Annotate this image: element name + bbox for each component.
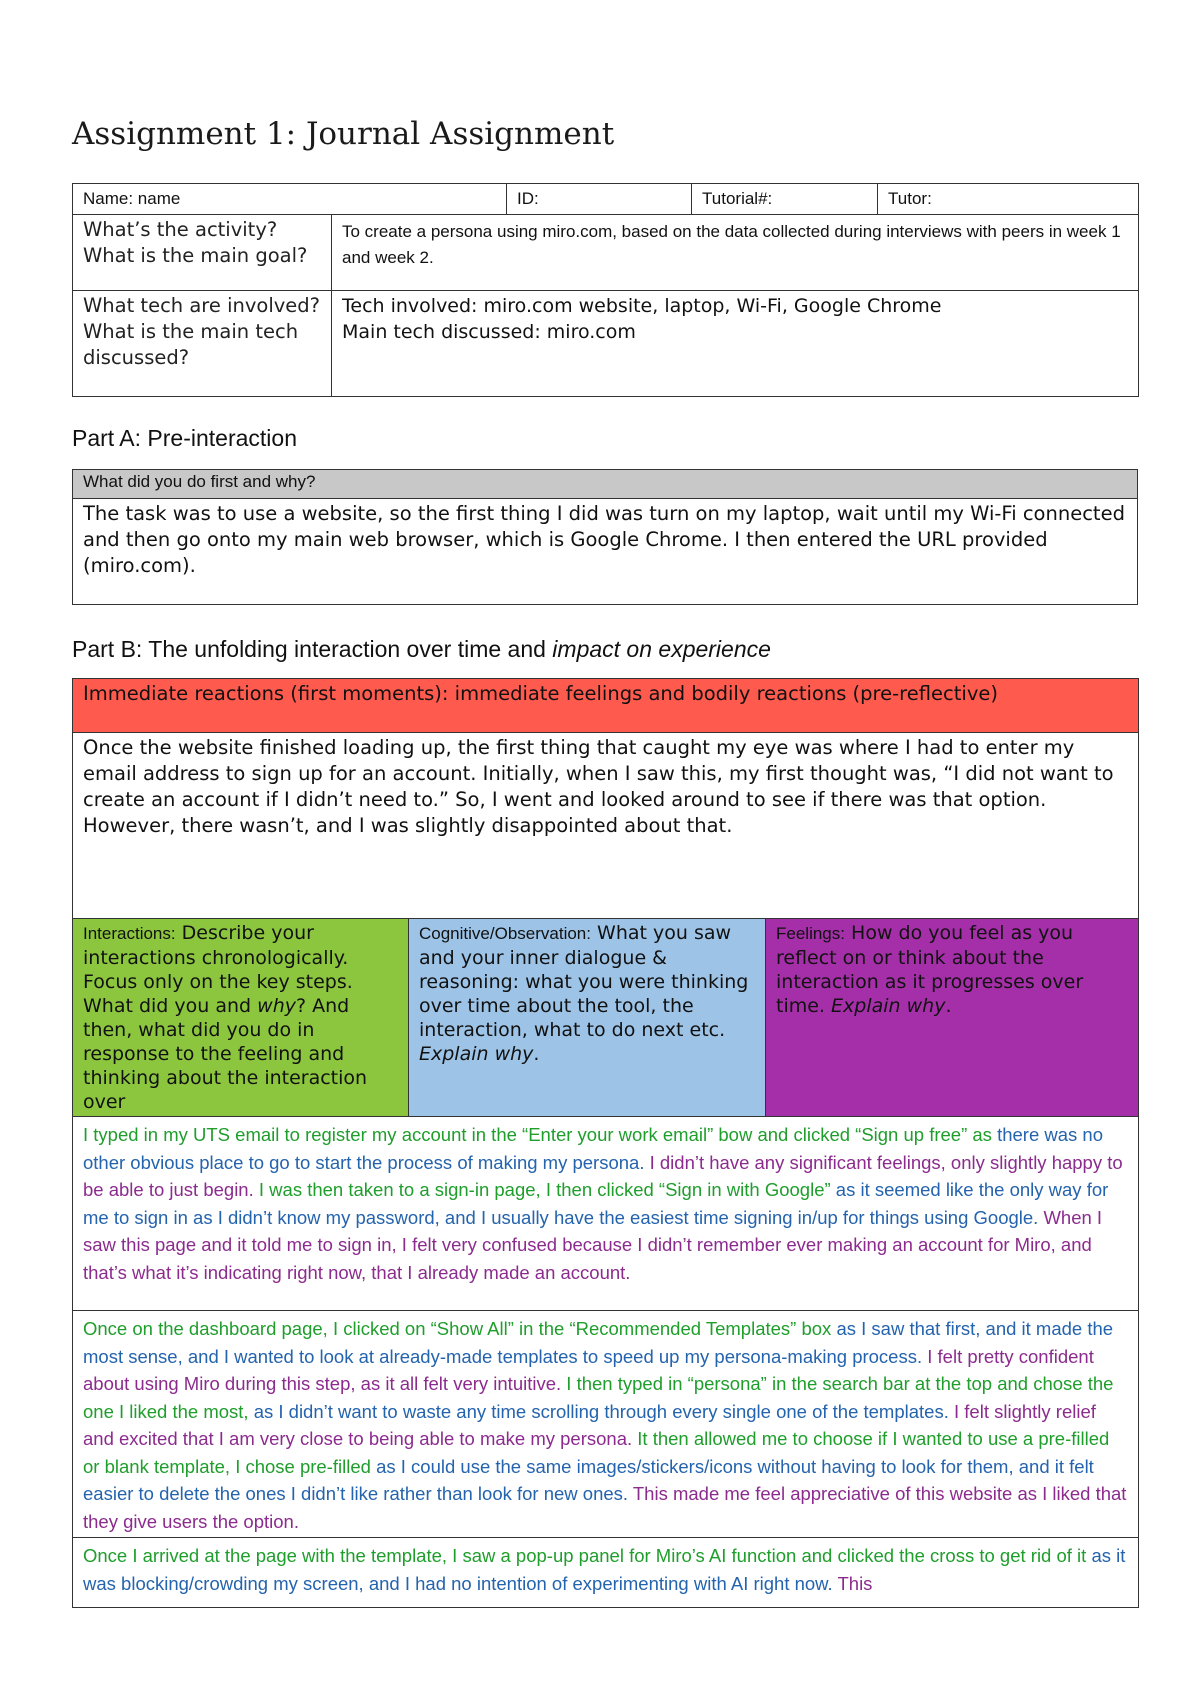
tutor-cell: Tutor: (878, 184, 1139, 215)
tech-involved: Tech involved: miro.com website, laptop, Wi-Fi, Google Chrome (342, 295, 942, 317)
activity-value: To create a persona using miro.com, based on the data collected during interviews with peers in week 1 and week 2. (332, 215, 1139, 291)
col2-head: Cognitive/Observation: (419, 924, 591, 943)
info-table (72, 183, 1139, 397)
entry2-segment-green: I then typed in “persona” in the search bar at the top and chose the one I liked the most, (83, 1373, 1114, 1422)
col2-em: Explain why (419, 1043, 534, 1065)
entry3-segment-green: Once I arrived at the page with the template, I saw a pop-up panel for Miro’s AI function and clicked the cross to get rid of it (83, 1545, 1092, 1566)
journal-entry-2 (73, 1311, 1139, 1538)
col3-em: Explain why (831, 995, 946, 1017)
col2-text: What you saw and your inner dialogue & reasoning: what you were thinking over time about the tool, the interaction, what to do next etc. (419, 922, 749, 1041)
part-a-table (72, 469, 1138, 605)
col1-text2: ? And then, what did you do in response to the feeling and thinking about the interaction over (83, 995, 368, 1113)
col1-em: why (257, 995, 296, 1017)
part-a-heading: Part A: Pre-interaction (72, 425, 297, 451)
part-b-heading (72, 636, 771, 663)
entry2-segment-purple: This made me feel appreciative of this website as I liked that they give users the option. (83, 1483, 1127, 1532)
name-cell: Name: name (73, 184, 507, 215)
col3-head: Feelings: (776, 924, 845, 943)
entry1-segment-purple: When I saw this page and it told me to sign in, I felt very confused because I didn’t remember ever making an account for Miro, and that’s what it’s indicating right now, that I already made an account. (83, 1206, 1103, 1283)
journal-entry-1 (73, 1117, 1139, 1311)
entry3-segment-blue: as it was blocking/crowding my screen, and I had no intention of experimenting with AI right now. (83, 1545, 1126, 1594)
entry2-segment-green: It then allowed me to choose if I wanted to use a pre-filled or blank template, I chose pre-filled (83, 1428, 1110, 1477)
entry2-segment-blue: as I could use the same images/stickers/icons without having to look for them, and it felt easier to delete the ones I didn’t like rather than look for new ones. (83, 1455, 1094, 1504)
immediate-reactions-text: Once the website finished loading up, the first thing that caught my eye was where I had to enter my email address to sign up for an account. Initially, when I saw this, my first thought was, “I did not want to create an account if I didn’t need to.” So, I went and looked around to see if there was that option. However, there wasn’t, and I was slightly disappointed about that. (73, 733, 1139, 919)
entry2-segment-blue: as I didn’t want to waste any time scrolling through every single one of the templates. (253, 1400, 954, 1422)
part-a-answer: The task was to use a website, so the first thing I did was turn on my laptop, wait until my Wi-Fi connected and then go onto my main web browser, which is Google Chrome. I then entered the URL provided (miro.com). (73, 499, 1138, 605)
journal-entry-3 (73, 1538, 1139, 1608)
part-b-heading-text: Part B: The unfolding interaction over time and (72, 636, 546, 662)
feelings-column-header: Feelings: How do you feel as you reflect on or think about the interaction as it progresses over time. Explain why. (766, 919, 1139, 1117)
entry3-segment-purple: This (837, 1572, 873, 1594)
cognitive-column-header: Cognitive/Observation: What you saw and your inner dialogue & reasoning: what you were thinking over time about the tool, the interaction, what to do next etc. Explain why. (409, 919, 766, 1117)
activity-label: What’s the activity? What is the main goal? (73, 215, 332, 291)
entry2-segment-purple: I felt pretty confident about using Miro during this step, as it all felt very intuitive. (83, 1345, 1094, 1394)
col3-text: How do you feel as you reflect on or think about the interaction as it progresses over time. (776, 922, 1084, 1017)
col1-text: Describe your interactions chronologically. Focus only on the key steps. What did you and (83, 922, 353, 1017)
entry1-segment-blue: as it seemed like the only way for me to sign in as I didn’t know my password, and I usually have the easiest time signing in/up for things using Google. (83, 1179, 1109, 1228)
part-a-question: What did you do first and why? (73, 470, 1138, 499)
entry2-segment-green: Once on the dashboard page, I clicked on “Show All” in the “Recommended Templates” box (83, 1318, 837, 1339)
entry2-segment-purple: I felt slightly relief and excited that I am very close to being able to make my persona. (83, 1400, 1096, 1449)
tech-main: Main tech discussed: miro.com (342, 321, 636, 343)
entry2-segment-blue: as I saw that first, and it made the most sense, and I wanted to look at already-made templates to speed up my persona-making process. (83, 1318, 1114, 1367)
tutorial-cell: Tutorial#: (692, 184, 878, 215)
part-b-table (72, 678, 1139, 1608)
part-b-heading-em: impact on experience (552, 636, 771, 662)
page-title: Assignment 1: Journal Assignment (72, 116, 615, 152)
entry1-segment-purple: I didn’t have any significant feelings, only slightly happy to be able to just begin. (83, 1151, 1123, 1200)
tech-label: What tech are involved? What is the main tech discussed? (73, 291, 332, 397)
tech-value (332, 291, 1139, 397)
interactions-column-header (73, 919, 409, 1117)
col1-head: Interactions: (83, 924, 176, 943)
entry1-segment-green: I was then taken to a sign-in page, I then clicked “Sign in with Google” (258, 1179, 836, 1200)
immediate-reactions-label: Immediate reactions (first moments): immediate feelings and bodily reactions (pre-reflective) (73, 679, 1139, 733)
entry1-segment-green: I typed in my UTS email to register my account in the “Enter your work email” bow and clicked “Sign up free” as (83, 1124, 998, 1145)
entry1-segment-blue: there was no other obvious place to go to start the process of making my persona. (83, 1124, 1103, 1173)
id-cell: ID: (507, 184, 692, 215)
